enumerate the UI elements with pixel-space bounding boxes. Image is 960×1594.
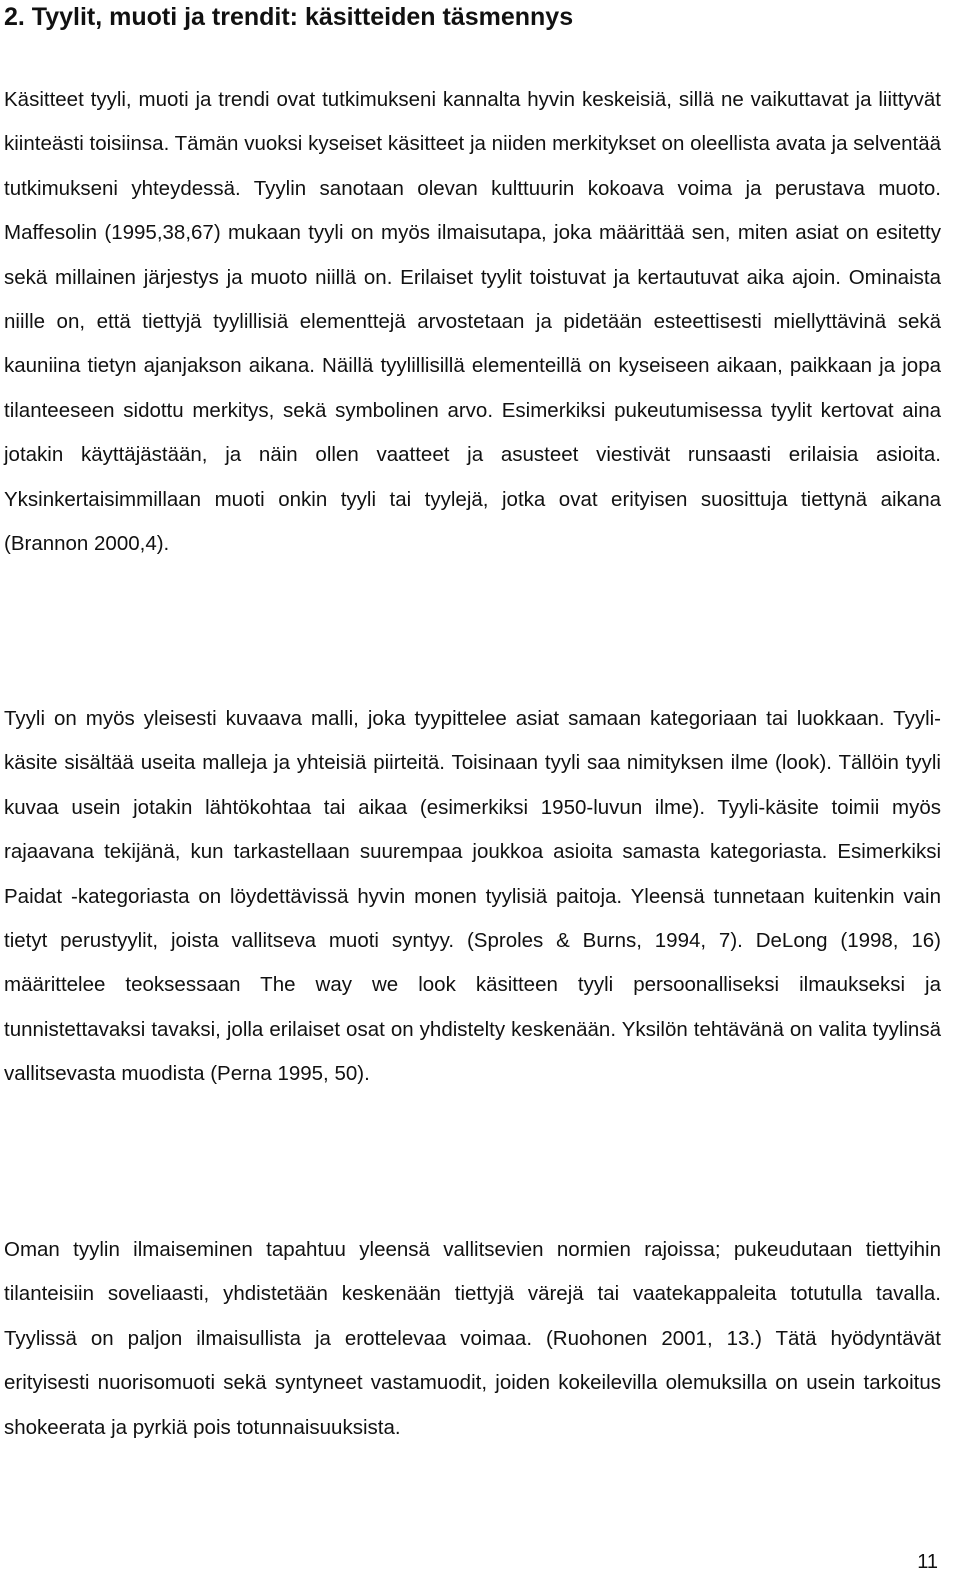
paragraph-style-expression: Oman tyylin ilmaiseminen tapahtuu yleensä vallitsevien normien rajoissa; pukeudutaan tiettyihin tilanteisiin soveliaasti, yhdistetään keskenään tiettyjä värejä tai vaatekappaleita totutulla tavalla. Tyylissä on paljon ilmaisullista ja erottelevaa voimaa. (Ruohonen 2001, 13.) Tätä hyödyntävät erityisesti nuorisomuoti sekä syntyneet vastamuodit, joiden kokeilevilla olemuksilla on usein tarkoitus shokeerata ja pyrkiä pois totunnaisuuksista. (4, 1238, 941, 1439)
paragraph-style-definition: Käsitteet tyyli, muoti ja trendi ovat tutkimukseni kannalta hyvin keskeisiä, sillä ne vaikuttavat ja liittyvät kiinteästi toisiinsa. Tämän vuoksi kyseiset käsitteet ja niiden merkitykset on oleellista avata ja selventää tutkimukseni yhteydessä. Tyylin sanotaan olevan kulttuurin kokoava voima ja perustava muoto. Maffesolin (1995,38,67) mukaan tyyli on myös ilmaisutapa, joka määrittää sen, miten asiat on esitetty sekä millainen järjestys ja muoto niillä on. Erilaiset tyylit toistuvat ja kertautuvat aika ajoin. Ominaista niille on, että tiettyjä tyylillisiä elementtejä arvostetaan ja pidetään esteettisesti miellyttävinä sekä kauniina tietyn ajanjakson aikana. Näillä tyylillisillä elementeillä on kyseiseen aikaan, paikkaan ja jopa tilanteeseen sidottu merkitys, sekä symbolinen arvo. Esimerkiksi pukeutumisessa tyylit kertovat aina jotakin käyttäjästään, ja näin ollen vaatteet ja asusteet viestivät runsaasti erilaisia asioita. Yksinkertaisimmillaan muoti onkin tyyli tai tyylejä, jotka ovat erityisen suosittuja tiettynä aikana (Brannon 2000,4). (4, 88, 941, 556)
section-heading: 2. Tyylit, muoti ja trendit: käsitteiden täsmennys (4, 3, 574, 31)
page-number: 11 (917, 1551, 938, 1573)
paragraph-style-model: Tyyli on myös yleisesti kuvaava malli, joka tyypittelee asiat samaan kategoriaan tai luokkaan. Tyyli-käsite sisältää useita malleja ja yhteisiä piirteitä. Toisinaan tyyli saa nimityksen ilme (look). Tällöin tyyli kuvaa usein jotakin lähtökohtaa tai aikaa (esimerkiksi 1950-luvun ilme). Tyyli-käsite toimii myös rajaavana tekijänä, kun tarkastellaan suurempaa joukkoa asioita samasta kategoriasta. Esimerkiksi Paidat -kategoriasta on löydettävissä hyvin monen tyylisiä paitoja. Yleensä tunnetaan kuitenkin vain tietyt perustyylit, joista vallitseva muoti syntyy. (Sproles & Burns, 1994, 7). DeLong (1998, 16) määrittelee teoksessaan The way we look käsitteen tyyli persoonalliseksi ilmaukseksi ja tunnistettavaksi tavaksi, jolla erilaiset osat on yhdistelty keskenään. Yksilön tehtävänä on valita tyylinsä vallitsevasta muodista (Perna 1995, 50). (4, 707, 941, 1086)
